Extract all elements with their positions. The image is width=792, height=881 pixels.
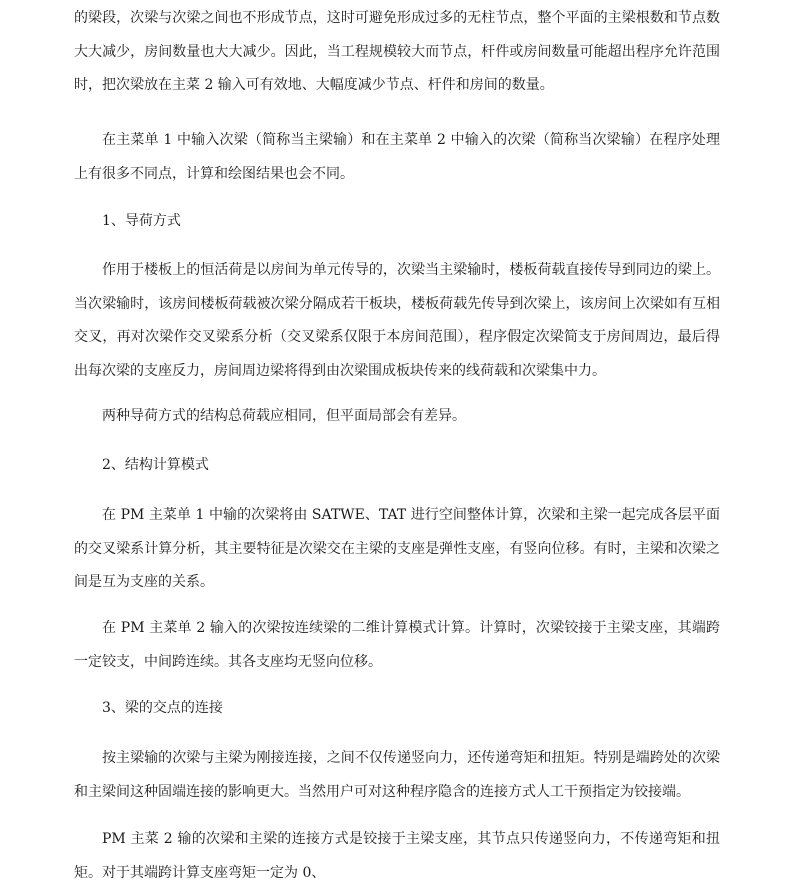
paragraph-menu2-calculation: 在 PM 主菜单 2 输入的次梁按连续梁的二维计算模式计算。计算时，次梁铰接于主梁支座，其端跨一定铰支，中间跨连续。其各支座均无竖向位移。 <box>74 620 720 670</box>
paragraph-menu1-calculation: 在 PM 主菜单 1 中输的次梁将由 SATWE、TAT 进行空间整体计算，次梁和主梁一起完成各层平面的交叉梁系计算分析，其主要特征是次梁交在主梁的支座是弹性支座，有竖向位移。有时，主梁和次梁之间是互为支座的关系。 <box>74 507 720 590</box>
paragraph-load-transfer: 作用于楼板上的恒活荷是以房间为单元传导的，次梁当主梁输时，楼板荷载直接传导到同边的梁上。当次梁输时，该房间楼板荷载被次梁分隔成若干板块，楼板荷载先传导到次梁上，该房间上次梁如有互相交叉，再对次梁作交叉梁系分析（交叉梁系仅限于本房间范围），程序假定次梁简支于房间周边，最后得出每次梁的支座反力，房间周边梁将得到由次梁围成板块传来的线荷载和次梁集中力。 <box>74 262 720 379</box>
heading-calculation-mode: 2、结构计算模式 <box>102 457 209 473</box>
heading-load-transfer: 1、导荷方式 <box>102 213 181 229</box>
paragraph-beam-segments: 的梁段，次梁与次梁之间也不形成节点，这时可避免形成过多的无柱节点，整个平面的主梁根数和节点数大大减少，房间数量也大大减少。因此，当工程规模较大而节点，杆件或房间数量可能超出程序允许范围时，把次梁放在主菜 2 输入可有效地、大幅度减少节点、杆件和房间的数量。 <box>74 10 720 93</box>
paragraph-hinged-connection: PM 主菜 2 输的次梁和主梁的连接方式是铰接于主梁支座，其节点只传递竖向力，不传递弯矩和扭矩。对于其端跨计算支座弯矩一定为 0、 <box>74 831 720 881</box>
paragraph-total-load: 两种导荷方式的结构总荷载应相同，但平面局部会有差异。 <box>102 408 466 424</box>
paragraph-rigid-connection: 按主梁输的次梁与主梁为刚接连接，之间不仅传递竖向力，还传递弯矩和扭矩。特别是端跨处的次梁和主梁间这种固端连接的影响更大。当然用户可对这种程序隐含的连接方式人工干预指定为铰接端。 <box>74 750 720 800</box>
heading-beam-connection: 3、梁的交点的连接 <box>102 700 223 716</box>
paragraph-input-differences: 在主菜单 1 中输入次梁（简称当主梁输）和在主菜单 2 中输入的次梁（简称当次梁输）在程序处理上有很多不同点，计算和绘图结果也会不同。 <box>74 132 720 182</box>
